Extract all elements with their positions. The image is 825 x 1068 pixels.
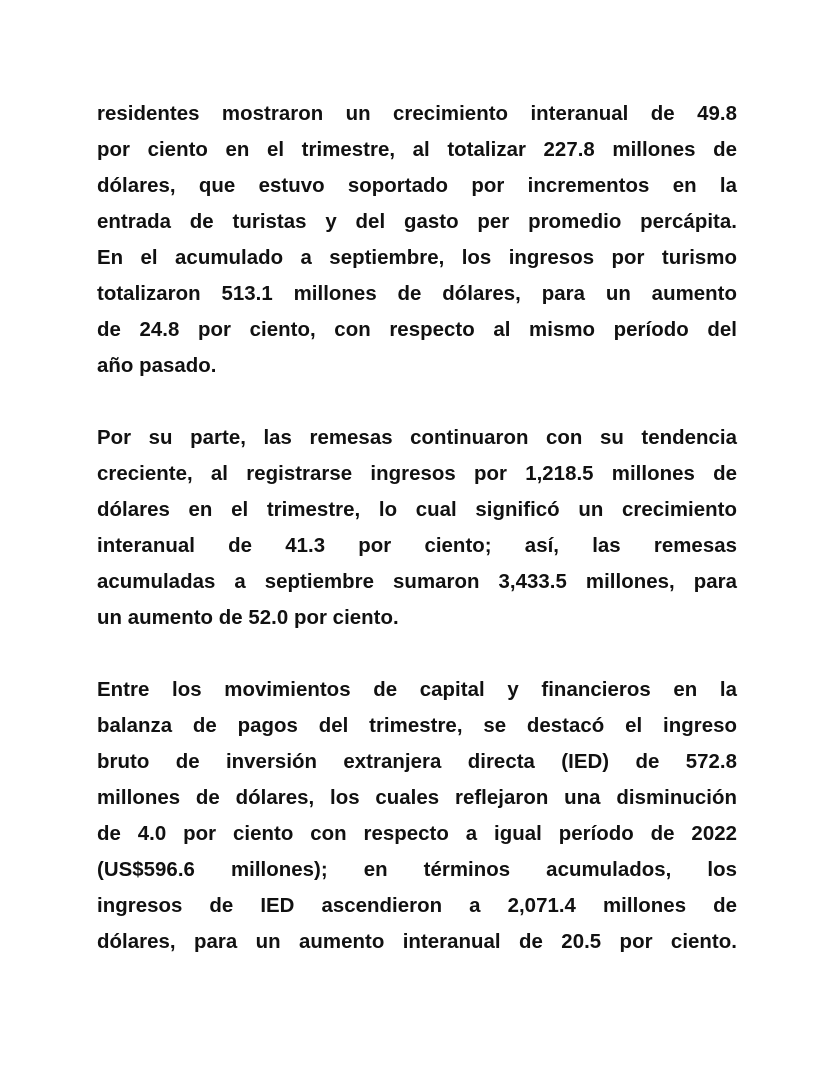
text-line: ingresos de IED ascendieron a 2,071.4 millones de [97,895,737,917]
text-line: por ciento en el trimestre, al totalizar 227.8 millones de [97,139,737,161]
text-line: interanual de 41.3 por ciento; así, las remesas [97,535,737,557]
text-line: año pasado. [97,355,217,377]
text-line: de 24.8 por ciento, con respecto al mismo período del [97,319,737,341]
text-line: dólares, para un aumento interanual de 20.5 por ciento. [97,931,737,953]
text-line: residentes mostraron un crecimiento interanual de 49.8 [97,103,737,125]
text-line: millones de dólares, los cuales reflejaron una disminución [97,787,737,809]
text-line: un aumento de 52.0 por ciento. [97,607,399,629]
text-line: dólares en el trimestre, lo cual significó un crecimiento [97,499,737,521]
paragraph-foreign-investment [97,672,737,960]
text-line: balanza de pagos del trimestre, se destacó el ingreso [97,715,737,737]
paragraph-remittances [97,420,737,636]
text-line: entrada de turistas y del gasto per promedio percápita. [97,211,737,233]
text-line: acumuladas a septiembre sumaron 3,433.5 millones, para [97,571,737,593]
text-line: de 4.0 por ciento con respecto a igual período de 2022 [97,823,737,845]
text-line: En el acumulado a septiembre, los ingresos por turismo [97,247,737,269]
text-line: (US$596.6 millones); en términos acumulados, los [97,859,737,881]
text-line: bruto de inversión extranjera directa (IED) de 572.8 [97,751,737,773]
text-line: Entre los movimientos de capital y financieros en la [97,679,737,701]
text-line: totalizaron 513.1 millones de dólares, para un aumento [97,283,737,305]
paragraph-tourism [97,96,737,384]
text-line: dólares, que estuvo soportado por incrementos en la [97,175,737,197]
text-line: creciente, al registrarse ingresos por 1,218.5 millones de [97,463,737,485]
text-line: Por su parte, las remesas continuaron con su tendencia [97,427,737,449]
document-page [97,96,737,996]
